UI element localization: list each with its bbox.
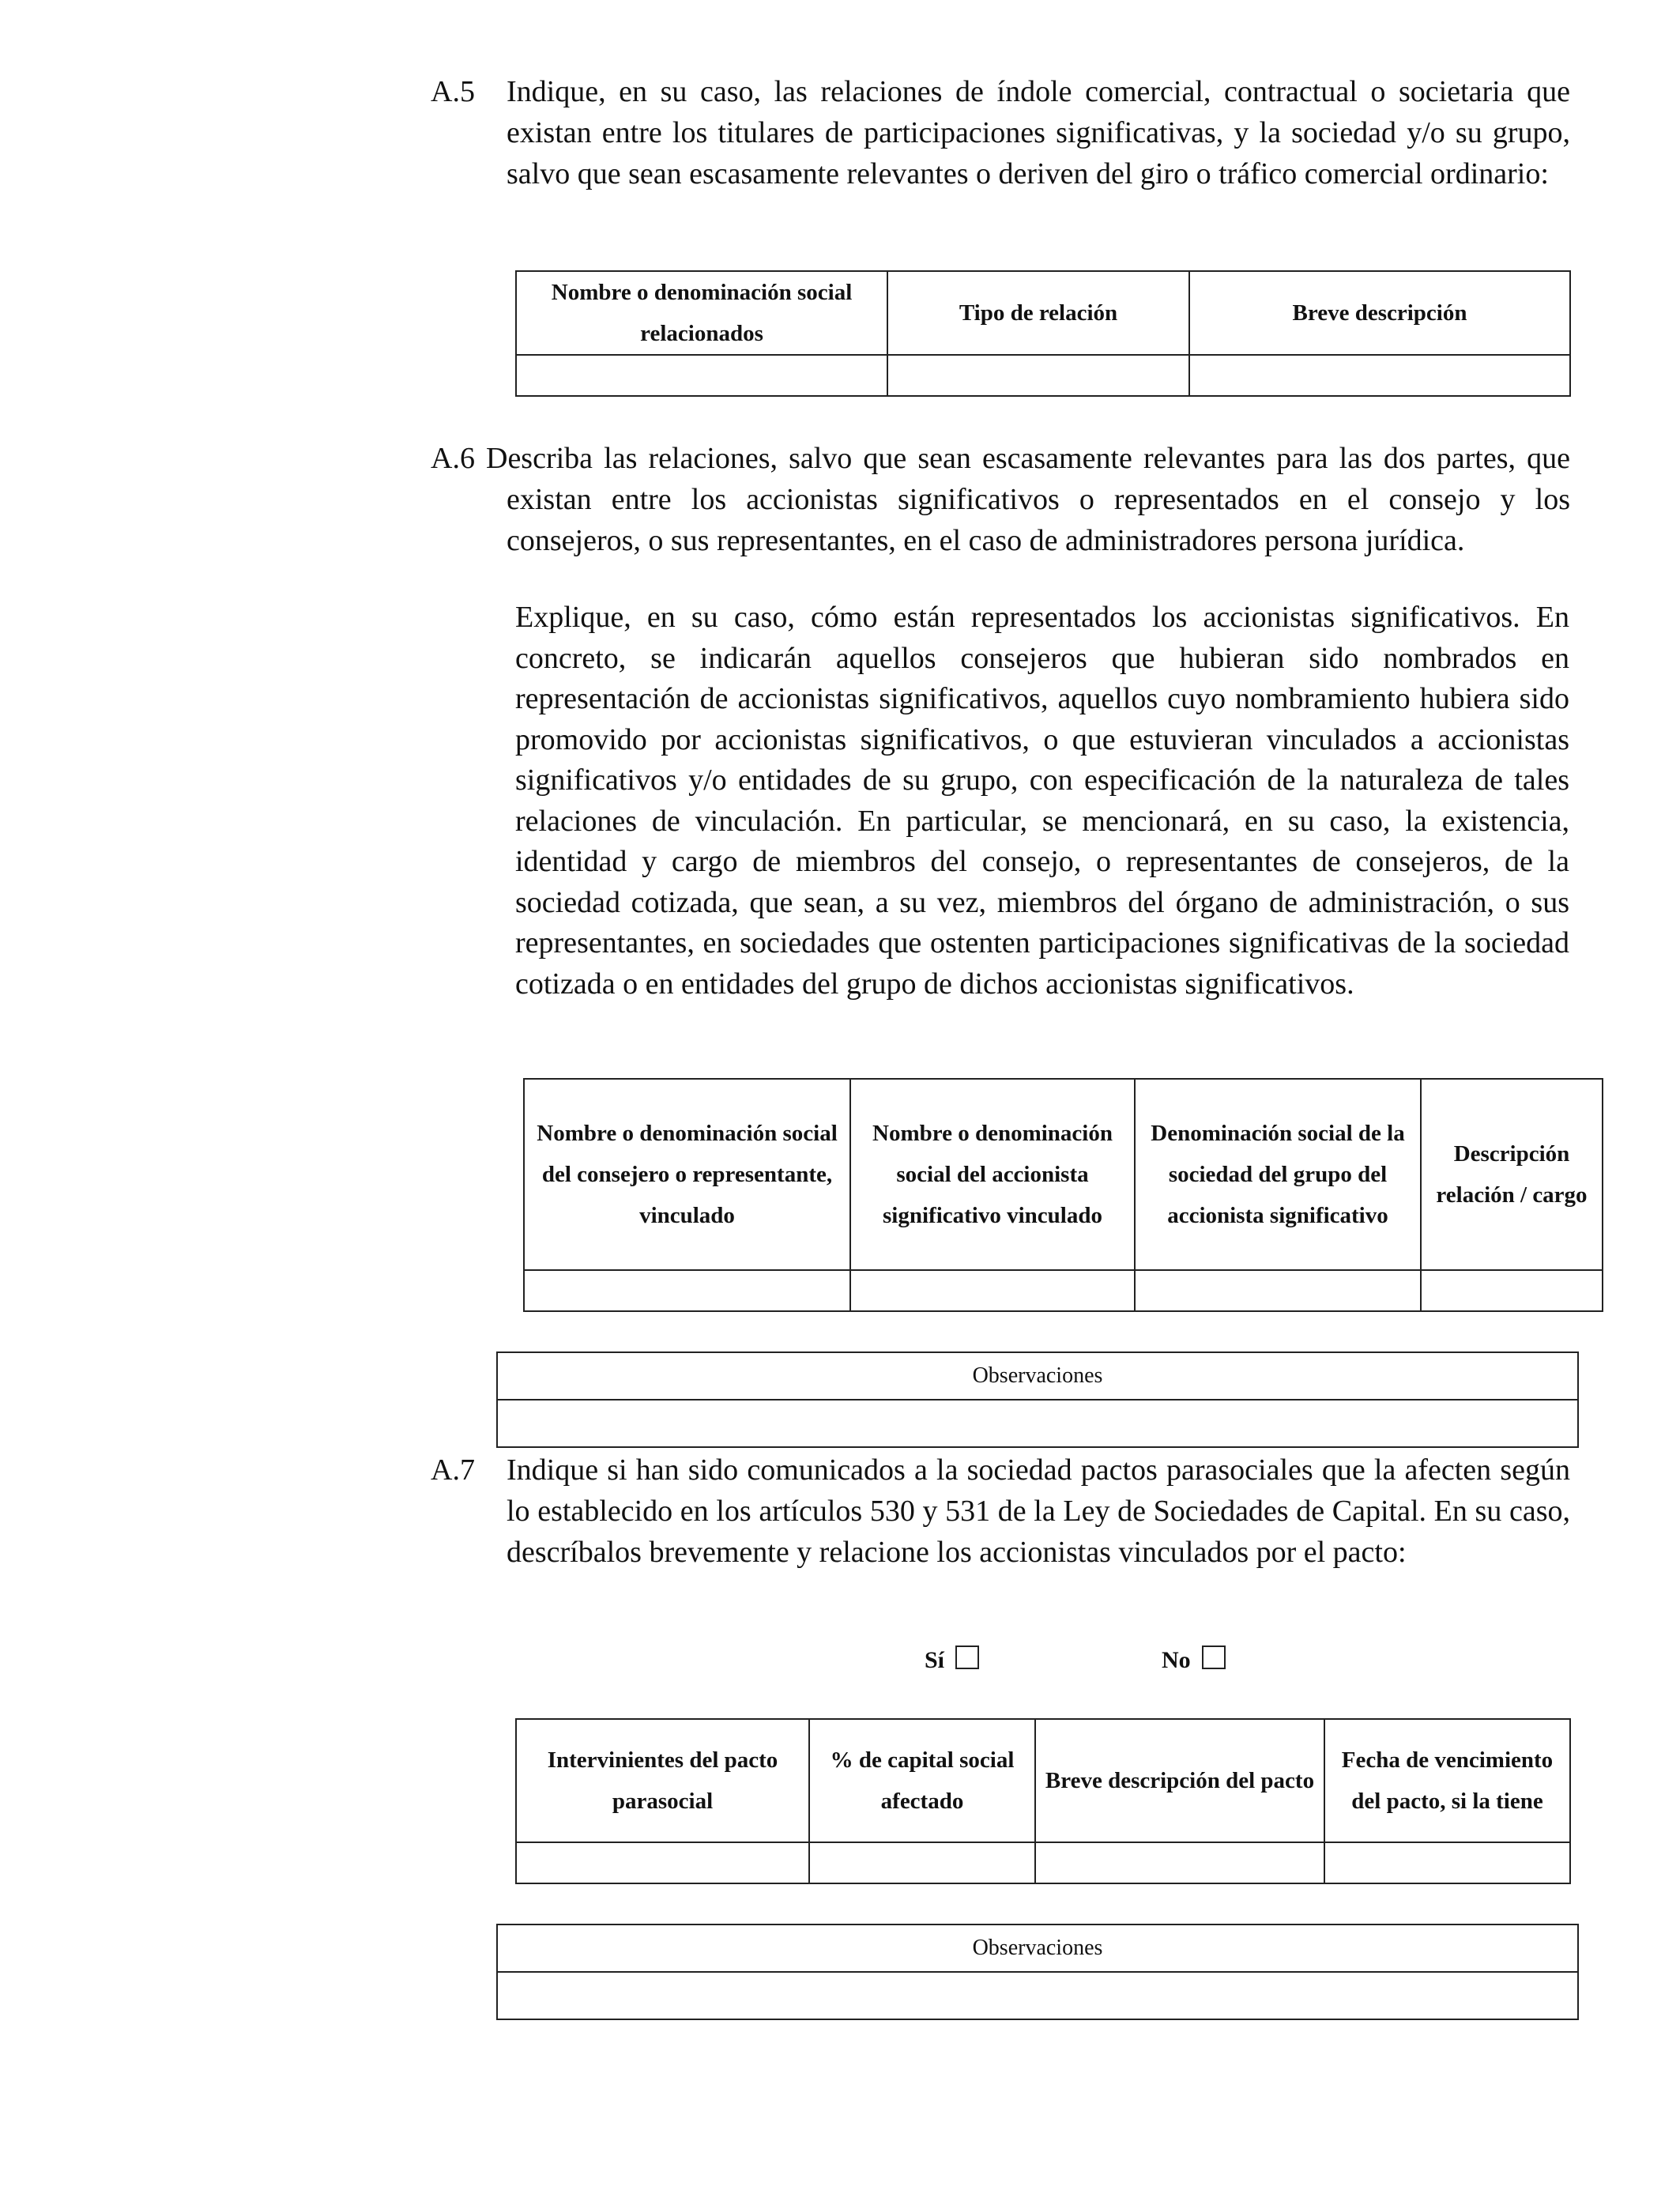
a6-cell-shareholder[interactable] bbox=[850, 1270, 1135, 1311]
a5-cell-description[interactable] bbox=[1189, 355, 1570, 396]
section-a5-number: A.5 bbox=[431, 75, 475, 108]
a7-no-option[interactable] bbox=[1162, 1646, 1226, 1674]
section-a5 bbox=[431, 71, 1570, 194]
a6-observations-field[interactable] bbox=[497, 1400, 1578, 1447]
a5-header-name: Nombre o denominación social relacionados bbox=[516, 271, 887, 355]
a5-cell-name[interactable] bbox=[516, 355, 887, 396]
section-a6-text: Describa las relaciones, salvo que sean escasamente relevantes para las dos partes, que existan entre los accionistas significativos o representados en el consejo y los consejeros, o sus representantes, en el caso de administradores persona jurídica. bbox=[486, 442, 1570, 557]
a7-observations-field[interactable] bbox=[497, 1972, 1578, 2019]
a6-observations-table bbox=[496, 1351, 1579, 1448]
a5-cell-type[interactable] bbox=[887, 355, 1189, 396]
a6-header-director: Nombre o denominación social del consejero o representante, vinculado bbox=[524, 1079, 850, 1270]
a5-header-type: Tipo de relación bbox=[887, 271, 1189, 355]
a6-cell-group-company[interactable] bbox=[1135, 1270, 1421, 1311]
a7-no-label: No bbox=[1162, 1647, 1191, 1673]
section-a7 bbox=[431, 1449, 1570, 1573]
a7-header-description: Breve descripción del pacto bbox=[1035, 1719, 1324, 1842]
section-a7-text: Indique si han sido comunicados a la sociedad pactos parasociales que la afecten según lo establecido en los artículos 530 y 531 de la Ley de Sociedades de Capital. En su caso, descríbalos brevemente y relacione los accionistas vinculados por el pacto: bbox=[507, 1453, 1570, 1569]
a6-observations-label: Observaciones bbox=[497, 1352, 1578, 1400]
section-a6-explain: Explique, en su caso, cómo están representados los accionistas significativos. En concreto, se indicarán aquellos consejeros que hubieran sido nombrados en representación de accionistas significativos, aquellos cuyo nombramiento hubiera sido promovido por accionistas significativos, o que estuvieran vinculados a accionistas significativos y/o entidades de su grupo, con especificación de la naturaleza de tales relaciones de vinculación. En particular, se mencionará, en su caso, la existencia, identidad y cargo de miembros del consejo, o representantes de consejeros, de la sociedad cotizada, que sean, a su vez, miembros del órgano de administración, o sus representantes, en sociedades que ostenten participaciones significativas de la sociedad cotizada o en entidades del grupo de dichos accionistas significativos. bbox=[515, 601, 1569, 1001]
a6-cell-relation[interactable] bbox=[1421, 1270, 1603, 1311]
a5-relations-table bbox=[515, 270, 1571, 397]
a7-observations-table bbox=[496, 1924, 1579, 2020]
a7-cell-parties[interactable] bbox=[516, 1842, 809, 1883]
a5-header-description: Breve descripción bbox=[1189, 271, 1570, 355]
section-a6 bbox=[431, 438, 1570, 561]
section-a6-number: A.6 bbox=[431, 442, 475, 475]
a7-cell-capital[interactable] bbox=[809, 1842, 1035, 1883]
a7-observations-label: Observaciones bbox=[497, 1924, 1578, 1972]
a7-pacts-table bbox=[515, 1718, 1571, 1884]
a7-cell-expiry[interactable] bbox=[1324, 1842, 1570, 1883]
a6-header-group-company: Denominación social de la sociedad del grupo del accionista significativo bbox=[1135, 1079, 1421, 1270]
a6-relations-table bbox=[523, 1078, 1603, 1312]
section-a7-number: A.7 bbox=[431, 1453, 475, 1487]
a7-yes-option[interactable] bbox=[925, 1646, 979, 1674]
a7-header-capital: % de capital social afectado bbox=[809, 1719, 1035, 1842]
a7-no-checkbox[interactable] bbox=[1202, 1646, 1226, 1669]
section-a5-text: Indique, en su caso, las relaciones de índole comercial, contractual o societaria que existan entre los titulares de participaciones significativas, y la sociedad y/o su grupo, salvo que sean escasamente relevantes o deriven del giro o tráfico comercial ordinario: bbox=[507, 75, 1570, 190]
a7-cell-description[interactable] bbox=[1035, 1842, 1324, 1883]
a6-header-shareholder: Nombre o denominación social del accionista significativo vinculado bbox=[850, 1079, 1135, 1270]
a7-yes-checkbox[interactable] bbox=[955, 1646, 979, 1669]
a7-header-expiry: Fecha de vencimiento del pacto, si la tiene bbox=[1324, 1719, 1570, 1842]
a7-yes-label: Sí bbox=[925, 1647, 945, 1673]
a7-header-parties: Intervinientes del pacto parasocial bbox=[516, 1719, 809, 1842]
a6-cell-director[interactable] bbox=[524, 1270, 850, 1311]
a6-header-relation: Descripción relación / cargo bbox=[1421, 1079, 1603, 1270]
